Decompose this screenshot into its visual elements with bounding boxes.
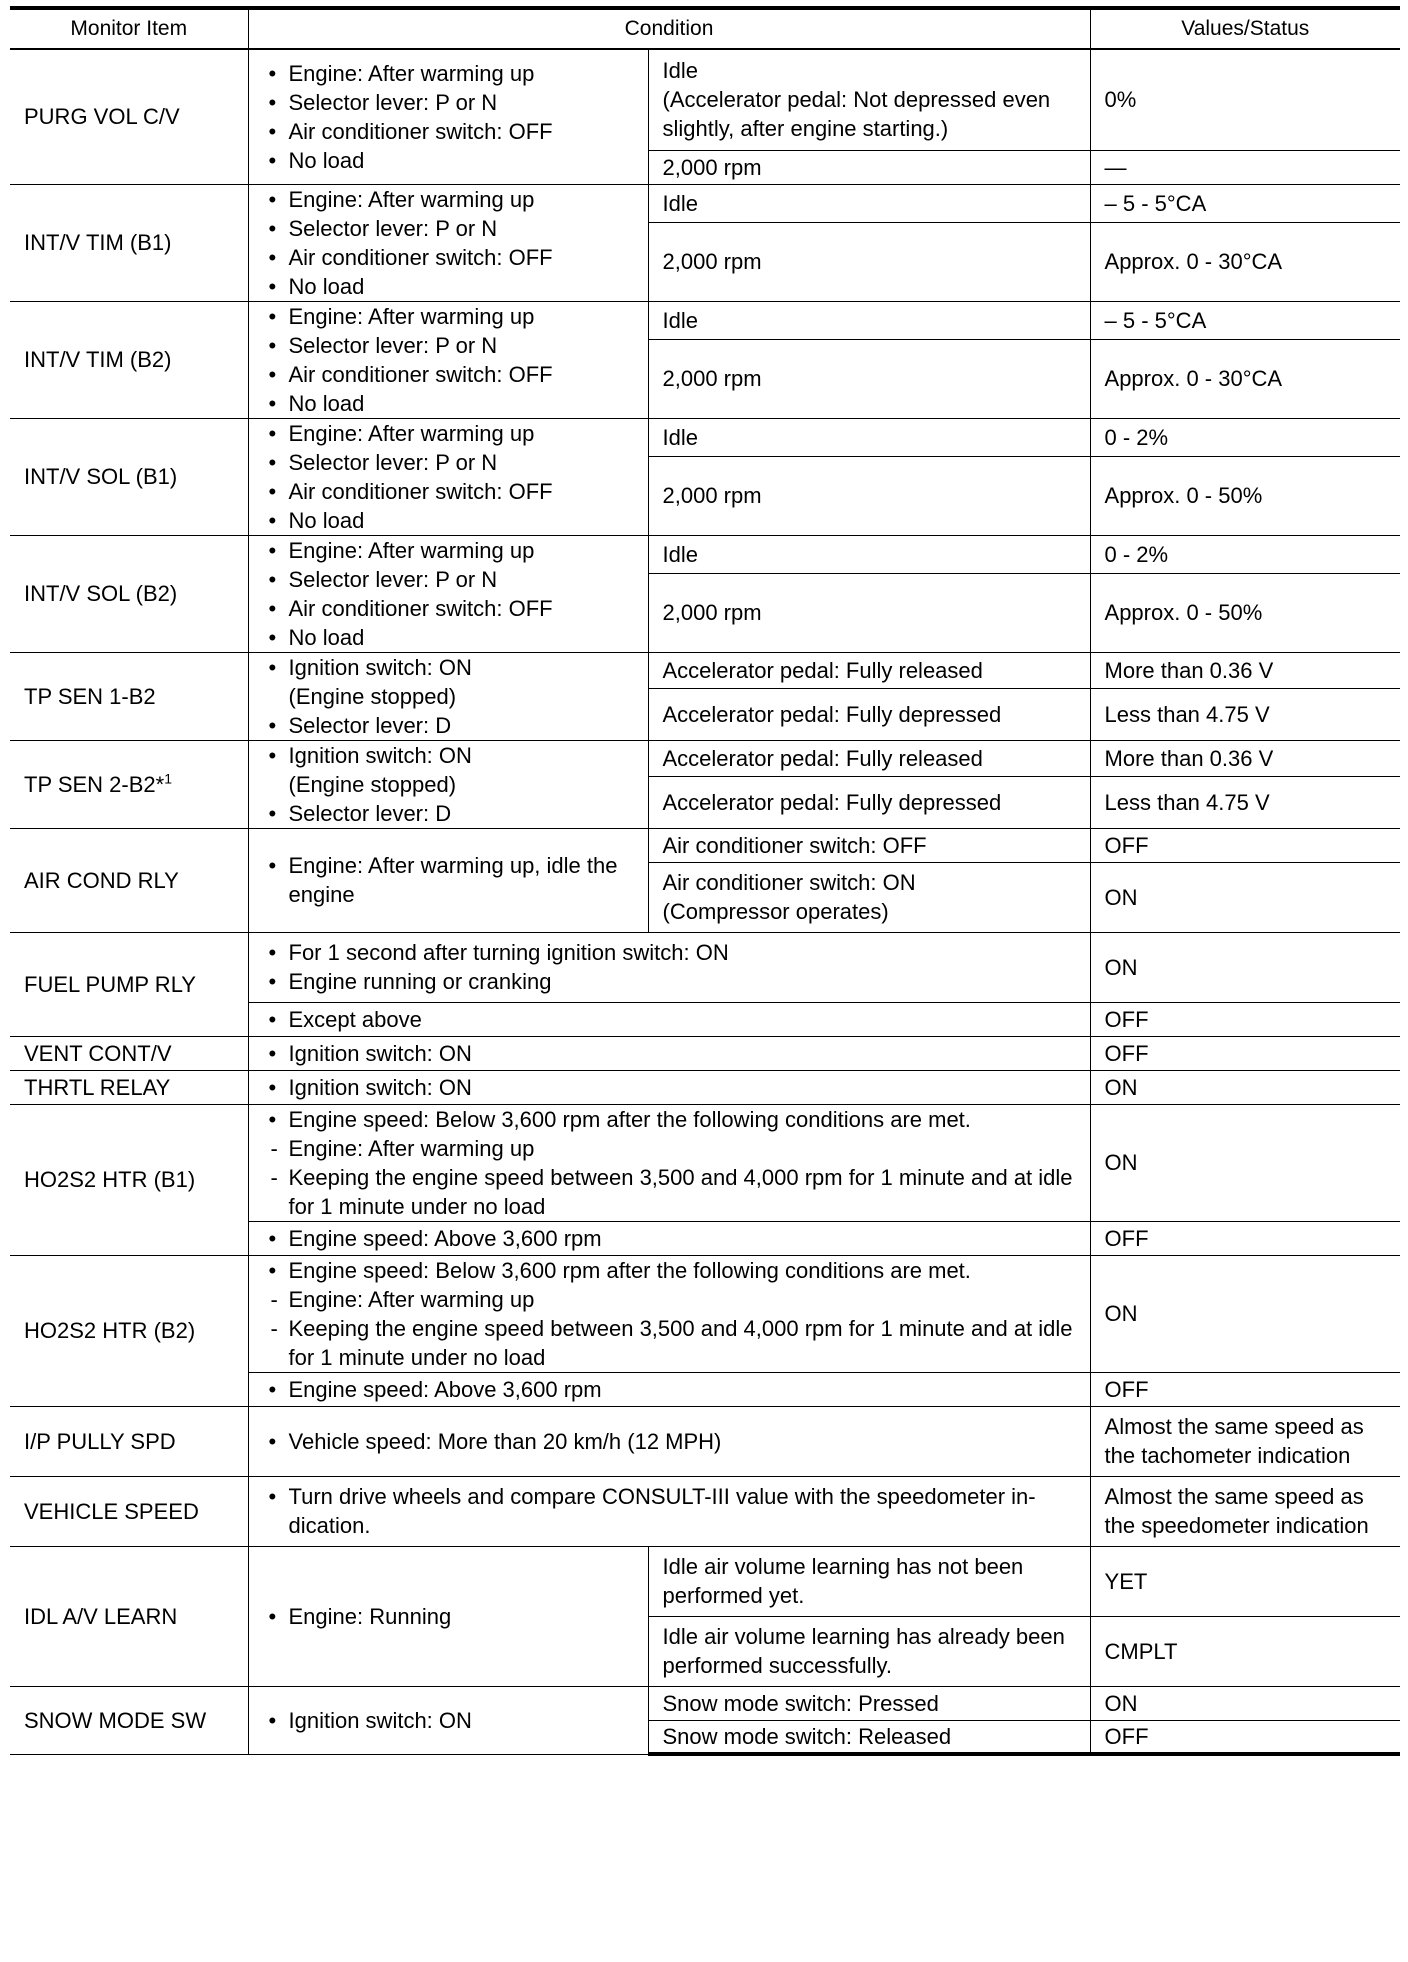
table-row: [10, 535, 1400, 573]
condition-bullet: • No load: [263, 272, 640, 301]
value-cell: 0 - 2%: [1090, 418, 1400, 456]
condition-cell: [248, 1406, 1090, 1476]
condition-cell: [248, 184, 648, 301]
condition-cell: [248, 301, 648, 418]
document-page: [10, 6, 1400, 1756]
value-cell: Approx. 0 - 50%: [1090, 573, 1400, 652]
monitor-item: AIR COND RLY: [10, 828, 248, 932]
value-cell: ON: [1090, 1686, 1400, 1720]
value-cell: Approx. 0 - 30°CA: [1090, 222, 1400, 301]
table-row: [10, 1546, 1400, 1616]
monitor-item: I/P PULLY SPD: [10, 1406, 248, 1476]
condition-cell: [248, 49, 648, 184]
condition-cell: [248, 1372, 1090, 1406]
value-cell: OFF: [1090, 1720, 1400, 1754]
monitor-item: [10, 740, 248, 828]
condition-bullet: • Air conditioner switch: OFF: [263, 594, 640, 623]
condition-bullet: • Turn drive wheels and compare CONSULT-III value with the speedometer in-dication.: [263, 1482, 1082, 1540]
table-row: [10, 1255, 1400, 1372]
value-cell: OFF: [1090, 828, 1400, 862]
sub-condition: 2,000 rpm: [648, 456, 1090, 535]
sub-condition: Idle: [648, 301, 1090, 339]
table-row: [10, 1476, 1400, 1546]
condition-bullet: • Selector lever: D: [263, 799, 640, 828]
condition-bullet: • Ignition switch: ON: [263, 1706, 640, 1735]
condition-cell: [248, 1476, 1090, 1546]
condition-bullet: • Air conditioner switch: OFF: [263, 243, 640, 272]
condition-bullet: • No load: [263, 146, 640, 175]
condition-bullet: • Selector lever: P or N: [263, 565, 640, 594]
table-row: [10, 932, 1400, 1002]
condition-bullet: • Engine: After warming up: [263, 185, 640, 214]
condition-cell: [248, 1686, 648, 1754]
header-row: [10, 8, 1400, 49]
sub-condition: [648, 862, 1090, 932]
condition-dash: - Keeping the engine speed between 3,500 and 4,000 rpm for 1 minute and at idle for 1 minute under no load: [263, 1163, 1082, 1221]
condition-dash: - Engine: After warming up: [263, 1285, 1082, 1314]
monitor-item: VEHICLE SPEED: [10, 1476, 248, 1546]
value-cell: ON: [1090, 1104, 1400, 1221]
condition-bullet: • Selector lever: P or N: [263, 331, 640, 360]
condition-cell: [248, 1036, 1090, 1070]
monitor-item: INT/V SOL (B1): [10, 418, 248, 535]
table-row: [10, 740, 1400, 777]
condition-bullet: • No load: [263, 389, 640, 418]
condition-bullet: • Engine: After warming up: [263, 59, 640, 88]
condition-bullet: • Engine speed: Below 3,600 rpm after the following conditions are met.: [263, 1105, 1082, 1134]
value-cell: 0%: [1090, 49, 1400, 150]
sub-condition: Accelerator pedal: Fully released: [648, 740, 1090, 777]
sub-condition: Accelerator pedal: Fully depressed: [648, 689, 1090, 740]
condition-cell: [248, 932, 1090, 1002]
sub-condition: Snow mode switch: Released: [648, 1720, 1090, 1754]
footnote-marker: 1: [164, 770, 173, 787]
condition-cell: [248, 1255, 1090, 1372]
condition-bullet: • Air conditioner switch: OFF: [263, 360, 640, 389]
condition-cell: [248, 1546, 648, 1686]
sub-condition: Snow mode switch: Pressed: [648, 1686, 1090, 1720]
table-row: [10, 652, 1400, 689]
value-cell: —: [1090, 150, 1400, 184]
condition-bullet: • Air conditioner switch: OFF: [263, 117, 640, 146]
monitor-item: SNOW MODE SW: [10, 1686, 248, 1754]
condition-cell: [248, 652, 648, 740]
header-monitor-item: Monitor Item: [10, 8, 248, 49]
condition-bullet: • Selector lever: P or N: [263, 214, 640, 243]
condition-cell: [248, 1104, 1090, 1221]
condition-bullet: • No load: [263, 506, 640, 535]
condition-bullet: • Engine: After warming up, idle the engine: [263, 851, 640, 909]
monitor-item: INT/V TIM (B1): [10, 184, 248, 301]
table-row: [10, 1686, 1400, 1720]
value-cell: Approx. 0 - 30°CA: [1090, 339, 1400, 418]
condition-bullet: • Ignition switch: ON: [263, 1073, 1082, 1102]
condition-bullet: • Engine: After warming up: [263, 536, 640, 565]
sub-condition: 2,000 rpm: [648, 573, 1090, 652]
value-cell: 0 - 2%: [1090, 535, 1400, 573]
sub-condition-line: Idle: [662, 58, 698, 84]
condition-bullet: • Engine speed: Above 3,600 rpm: [263, 1224, 1082, 1253]
sub-condition: Idle: [648, 184, 1090, 222]
table-row: [10, 1104, 1400, 1221]
value-cell: CMPLT: [1090, 1616, 1400, 1686]
condition-cell: [248, 418, 648, 535]
value-cell: ON: [1090, 1255, 1400, 1372]
monitor-item: THRTL RELAY: [10, 1070, 248, 1104]
sub-condition-note: (Compressor operates): [662, 899, 889, 924]
value-cell: OFF: [1090, 1002, 1400, 1036]
header-values-status: Values/Status: [1090, 8, 1400, 49]
table-row: [10, 828, 1400, 862]
condition-bullet: • No load: [263, 623, 640, 652]
condition-bullet: • Engine speed: Above 3,600 rpm: [263, 1375, 1082, 1404]
monitor-item: PURG VOL C/V: [10, 49, 248, 184]
monitor-item: VENT CONT/V: [10, 1036, 248, 1070]
value-cell: OFF: [1090, 1221, 1400, 1255]
value-cell: OFF: [1090, 1036, 1400, 1070]
condition-bullet: • Vehicle speed: More than 20 km/h (12 MPH): [263, 1427, 1082, 1456]
condition-bullet: • Selector lever: P or N: [263, 88, 640, 117]
value-cell: – 5 - 5°CA: [1090, 301, 1400, 339]
sub-condition: Air conditioner switch: OFF: [648, 828, 1090, 862]
condition-bullet: • For 1 second after turning ignition switch: ON: [263, 938, 1082, 967]
monitor-item-label: TP SEN 2-B2*: [24, 771, 165, 797]
table-row: [10, 1036, 1400, 1070]
sub-condition: Idle: [648, 418, 1090, 456]
sub-condition: Idle: [648, 535, 1090, 573]
sub-condition: Idle air volume learning has not been performed yet.: [648, 1546, 1090, 1616]
table-row: [10, 1070, 1400, 1104]
value-cell: OFF: [1090, 1372, 1400, 1406]
value-cell: Less than 4.75 V: [1090, 689, 1400, 740]
value-cell: ON: [1090, 1070, 1400, 1104]
condition-cell: [248, 1070, 1090, 1104]
table-row: [10, 418, 1400, 456]
monitor-item: HO2S2 HTR (B1): [10, 1104, 248, 1255]
condition-dash: - Keeping the engine speed between 3,500 and 4,000 rpm for 1 minute and at idle for 1 minute under no load: [263, 1314, 1082, 1372]
monitor-item: HO2S2 HTR (B2): [10, 1255, 248, 1406]
monitor-item: INT/V SOL (B2): [10, 535, 248, 652]
value-cell: More than 0.36 V: [1090, 740, 1400, 777]
condition-bullet: • Ignition switch: ON: [263, 1039, 1082, 1068]
condition-bullet: • Engine running or cranking: [263, 967, 1082, 996]
value-cell: More than 0.36 V: [1090, 652, 1400, 689]
table-row: [10, 301, 1400, 339]
condition-cell: [248, 740, 648, 828]
table-row: [10, 49, 1400, 150]
condition-bullet: • Engine: After warming up: [263, 302, 640, 331]
value-cell: ON: [1090, 862, 1400, 932]
condition-cell: [248, 828, 648, 932]
sub-condition-note: (Accelerator pedal: Not depressed even slightly, after engine starting.): [662, 87, 1051, 142]
value-cell: Almost the same speed as the speedometer indication: [1090, 1476, 1400, 1546]
condition-continuation: (Engine stopped): [288, 683, 457, 709]
condition-cell: [248, 535, 648, 652]
condition-bullet: • Selector lever: D: [263, 711, 640, 740]
condition-bullet: • Engine: Running: [263, 1602, 640, 1631]
sub-condition: Accelerator pedal: Fully released: [648, 652, 1090, 689]
sub-condition: Idle air volume learning has already been performed successfully.: [648, 1616, 1090, 1686]
value-cell: Approx. 0 - 50%: [1090, 456, 1400, 535]
condition-bullet: • Engine speed: Below 3,600 rpm after the following conditions are met.: [263, 1256, 1082, 1285]
condition-bullet: • Selector lever: P or N: [263, 448, 640, 477]
condition-bullet: • Ignition switch: ON: [263, 653, 640, 682]
monitor-item: IDL A/V LEARN: [10, 1546, 248, 1686]
condition-cell: [248, 1221, 1090, 1255]
value-cell: YET: [1090, 1546, 1400, 1616]
value-cell: – 5 - 5°CA: [1090, 184, 1400, 222]
condition-bullet: • Except above: [263, 1005, 1082, 1034]
condition-bullet: • Engine: After warming up: [263, 419, 640, 448]
header-condition: Condition: [248, 8, 1090, 49]
monitor-item: INT/V TIM (B2): [10, 301, 248, 418]
value-cell: Almost the same speed as the tachometer indication: [1090, 1406, 1400, 1476]
value-cell: ON: [1090, 932, 1400, 1002]
sub-condition: Accelerator pedal: Fully depressed: [648, 777, 1090, 828]
monitor-item: FUEL PUMP RLY: [10, 932, 248, 1036]
condition-bullet: • Air conditioner switch: OFF: [263, 477, 640, 506]
monitor-item: TP SEN 1-B2: [10, 652, 248, 740]
condition-continuation: (Engine stopped): [288, 771, 457, 797]
table-row: [10, 184, 1400, 222]
sub-condition: 2,000 rpm: [648, 150, 1090, 184]
value-cell: Less than 4.75 V: [1090, 777, 1400, 828]
monitor-table: [10, 6, 1400, 1756]
condition-bullet: • Ignition switch: ON: [263, 741, 640, 770]
sub-condition: 2,000 rpm: [648, 339, 1090, 418]
sub-condition-line: Air conditioner switch: ON: [662, 870, 916, 895]
sub-condition: [648, 49, 1090, 150]
condition-dash: - Engine: After warming up: [263, 1134, 1082, 1163]
table-row: [10, 1406, 1400, 1476]
condition-cell: [248, 1002, 1090, 1036]
sub-condition: 2,000 rpm: [648, 222, 1090, 301]
